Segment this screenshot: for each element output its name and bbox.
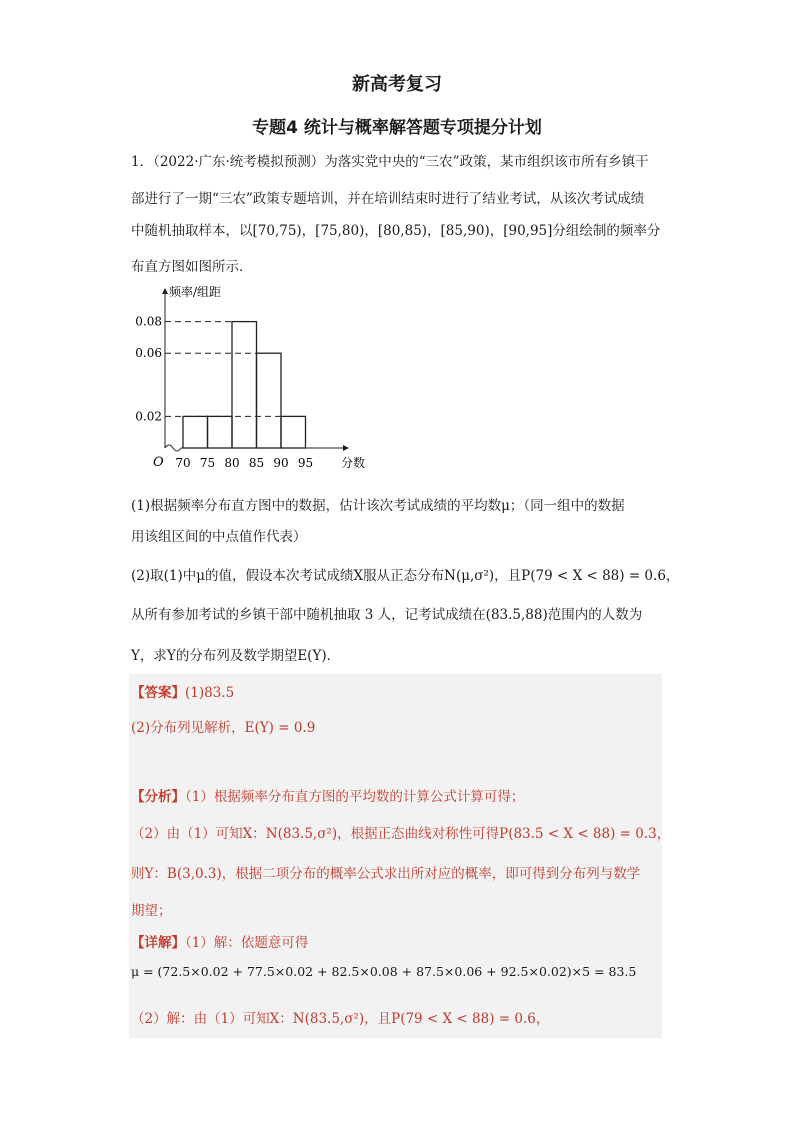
part2-line-1: (2)取(1)中μ的值，假设本次考试成绩X服从正态分布N(μ,σ²)，且P(79 < X < 88) = 0.6，	[131, 568, 680, 584]
analysis-text-1: （1）根据频率分布直方图的平均数的计算公式计算可得；	[185, 789, 525, 805]
histogram-bar-1	[208, 416, 233, 448]
detail-line-1	[131, 931, 308, 951]
document-subtitle: 专题4 统计与概率解答题专项提分计划	[252, 118, 542, 138]
y-tick-label-0.02: 0.02	[135, 409, 162, 424]
part1-line-2: 用该组区间的中点值作代表）	[131, 529, 307, 545]
detail-text-3: （2）解：由（1）可知X：N(83.5,σ²)，且P(79 < X < 88) = 0.6，	[131, 1011, 550, 1027]
analysis-line-3: 则Y：B(3,0.3)，根据二项分布的概率公式求出所对应的概率，即可得到分布列与数学	[131, 866, 641, 882]
detail-tag: 【详解】	[131, 935, 185, 951]
analysis-line-1	[131, 785, 524, 805]
analysis-line-4: 期望；	[131, 903, 172, 919]
y-axis-label: 频率/组距	[169, 285, 222, 299]
part1-line-1: (1)根据频率分布直方图中的数据，估计该次考试成绩的平均数μ；（同一组中的数据	[131, 498, 625, 514]
origin-label: O	[153, 455, 164, 470]
frequency-histogram	[135, 282, 375, 482]
detail-line-3	[131, 1007, 549, 1027]
histogram-bar-0	[183, 416, 208, 448]
question-line-2: 部进行了一期“三农”政策专题培训，并在培训结束时进行了结业考试，从该次考试成绩	[131, 191, 645, 207]
histogram-bar-2	[232, 322, 257, 448]
x-tick-label-85: 85	[248, 456, 265, 470]
part2-line-2: 从所有参加考试的乡镇干部中随机抽取 3 人，记考试成绩在(83.5,88)范围内的人数为	[131, 607, 643, 623]
answer-part2: (2)分布列见解析，E(Y) = 0.9	[131, 720, 316, 736]
x-axis-arrow	[343, 445, 349, 451]
x-tick-label-90: 90	[273, 456, 289, 470]
x-tick-label-95: 95	[297, 456, 314, 470]
axis-break	[165, 445, 181, 451]
x-tick-label-75: 75	[199, 456, 216, 470]
answer-part1: (1)83.5	[185, 685, 235, 701]
document-title: 新高考复习	[352, 74, 442, 95]
x-tick-label-80: 80	[224, 456, 240, 470]
y-tick-label-0.08: 0.08	[135, 314, 162, 329]
y-tick-label-0.06: 0.06	[135, 346, 162, 361]
detail-line-2: μ = (72.5×0.02 + 77.5×0.02 + 82.5×0.08 + 87.5×0.06 + 92.5×0.02)×5 = 83.5	[131, 964, 637, 979]
detail-text-1: （1）解：依题意可得	[185, 935, 309, 951]
answer-line-1	[131, 681, 234, 701]
histogram-bar-4	[281, 416, 306, 448]
analysis-line-2: （2）由（1）可知X：N(83.5,σ²)，根据正态曲线对称性可得P(83.5 < X < 88) = 0.3，	[131, 826, 671, 842]
question-line-1: 1．（2022·广东·统考模拟预测）为落实党中央的“三农”政策，某市组织该市所有乡镇干	[131, 154, 649, 170]
analysis-tag: 【分析】	[131, 789, 185, 805]
x-axis-label: 分数	[341, 456, 366, 470]
x-tick-label-70: 70	[175, 456, 191, 470]
question-line-3: 中随机抽取样本，以[70,75)，[75,80)，[80,85)，[85,90)，[90,95]分组绘制的频率分	[131, 223, 661, 239]
y-axis-arrow	[162, 288, 168, 294]
part2-line-3: Y，求Y的分布列及数学期望E(Y)．	[131, 648, 341, 664]
question-line-4: 布直方图如图所示．	[131, 259, 253, 275]
answer-tag: 【答案】	[131, 685, 185, 701]
histogram-bar-3	[257, 353, 282, 448]
